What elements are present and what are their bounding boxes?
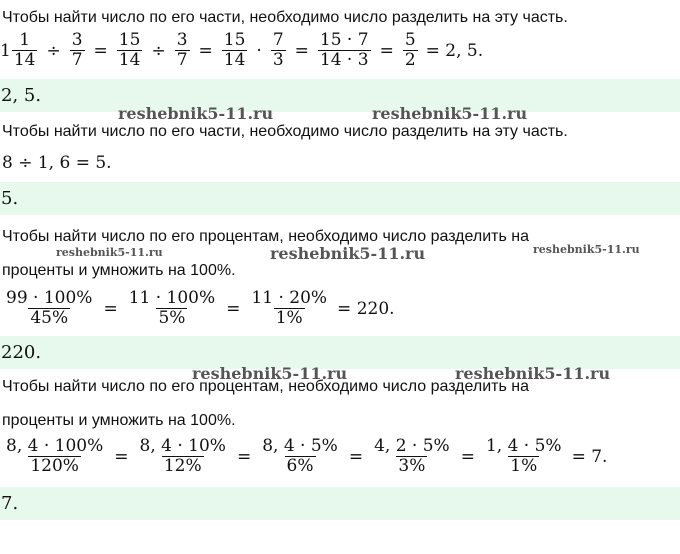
section1-equation — [0, 31, 483, 70]
answer-band — [0, 182, 680, 215]
equals: = — [198, 40, 213, 61]
equals: = — [103, 298, 118, 319]
watermark: reshebnik5-11.ru — [192, 364, 348, 383]
fraction: $\frac{15}{14}$ — [223, 30, 246, 70]
fraction: $\frac{8, 4 \cdot 5\%}{6\%}$ — [262, 436, 338, 476]
fraction: $\frac{1}{14}$ — [13, 30, 36, 70]
fraction: $\frac{8, 4 \cdot 10\%}{12\%}$ — [139, 436, 226, 476]
fraction: $\frac{11 \cdot 20\%}{1\%}$ — [251, 288, 328, 328]
equals: = — [348, 446, 364, 467]
section3-text-line2: проценты и умножить на 100%. — [2, 262, 236, 279]
equals: = — [379, 40, 394, 61]
answer: 7. — [1, 493, 19, 514]
equals: = — [460, 446, 475, 467]
mixed-number — [0, 31, 41, 70]
watermark: reshebnik5-11.ru — [270, 244, 426, 263]
section3-equation — [0, 289, 395, 328]
fraction: $\frac{99 \cdot 100\%}{45\%}$ — [6, 288, 93, 328]
answer: 2, 5. — [1, 85, 42, 106]
equals: = — [294, 40, 309, 61]
operator: ÷ — [46, 40, 61, 61]
section4-text-line2: проценты и умножить на 100%. — [2, 412, 236, 429]
result: = 2, 5. — [425, 40, 484, 61]
fraction: $\frac{1, 4 \cdot 5\%}{1\%}$ — [485, 436, 562, 476]
answer-band — [0, 487, 680, 520]
watermark: reshebnik5-11.ru — [455, 364, 611, 383]
section3-text-line1: Чтобы найти число по его процентам, необходимо число разделить на — [2, 228, 529, 245]
watermark: reshebnik5-11.ru — [533, 243, 640, 256]
answer-band — [0, 79, 680, 112]
watermark: reshebnik5-11.ru — [372, 104, 528, 123]
watermark: reshebnik5-11.ru — [118, 104, 274, 123]
fraction: $\frac{11 \cdot 100\%}{5\%}$ — [128, 288, 216, 328]
operator: · — [256, 40, 262, 61]
fraction: $\frac{7}{3}$ — [272, 30, 284, 70]
equals: = — [114, 446, 129, 467]
section1-text: Чтобы найти число по его части, необходимо число разделить на эту часть. — [2, 9, 568, 26]
result: = 220. — [337, 298, 395, 319]
equals: = — [236, 446, 252, 467]
watermark: reshebnik5-11.ru — [56, 246, 163, 259]
fraction: $\frac{5}{2}$ — [404, 30, 416, 70]
section2-text: Чтобы найти число по его части, необходимо число разделить на эту часть. — [2, 123, 568, 140]
result: = 7. — [571, 446, 608, 467]
equals: = — [226, 298, 241, 319]
answer: 220. — [1, 342, 42, 363]
fraction: $\frac{4, 2 \cdot 5\%}{3\%}$ — [374, 436, 450, 476]
section4-text-line1: Чтобы найти число по его процентам, необходимо число разделить на — [2, 378, 529, 395]
whole-part: 1 — [0, 40, 11, 61]
equals: = — [93, 40, 108, 61]
operator: ÷ — [151, 40, 166, 61]
section2-equation: 8 ÷ 1, 6 = 5. — [2, 153, 112, 173]
fraction: $\frac{3}{7}$ — [176, 30, 188, 70]
fraction: $\frac{15}{14}$ — [118, 30, 141, 70]
section4-equation — [0, 437, 607, 476]
fraction: $\frac{3}{7}$ — [71, 30, 83, 70]
fraction: $\frac{8, 4 \cdot 100\%}{120\%}$ — [6, 436, 104, 476]
answer: 5. — [1, 188, 19, 209]
fraction: $\frac{15 \cdot 7}{14 \cdot 3}$ — [319, 30, 369, 70]
